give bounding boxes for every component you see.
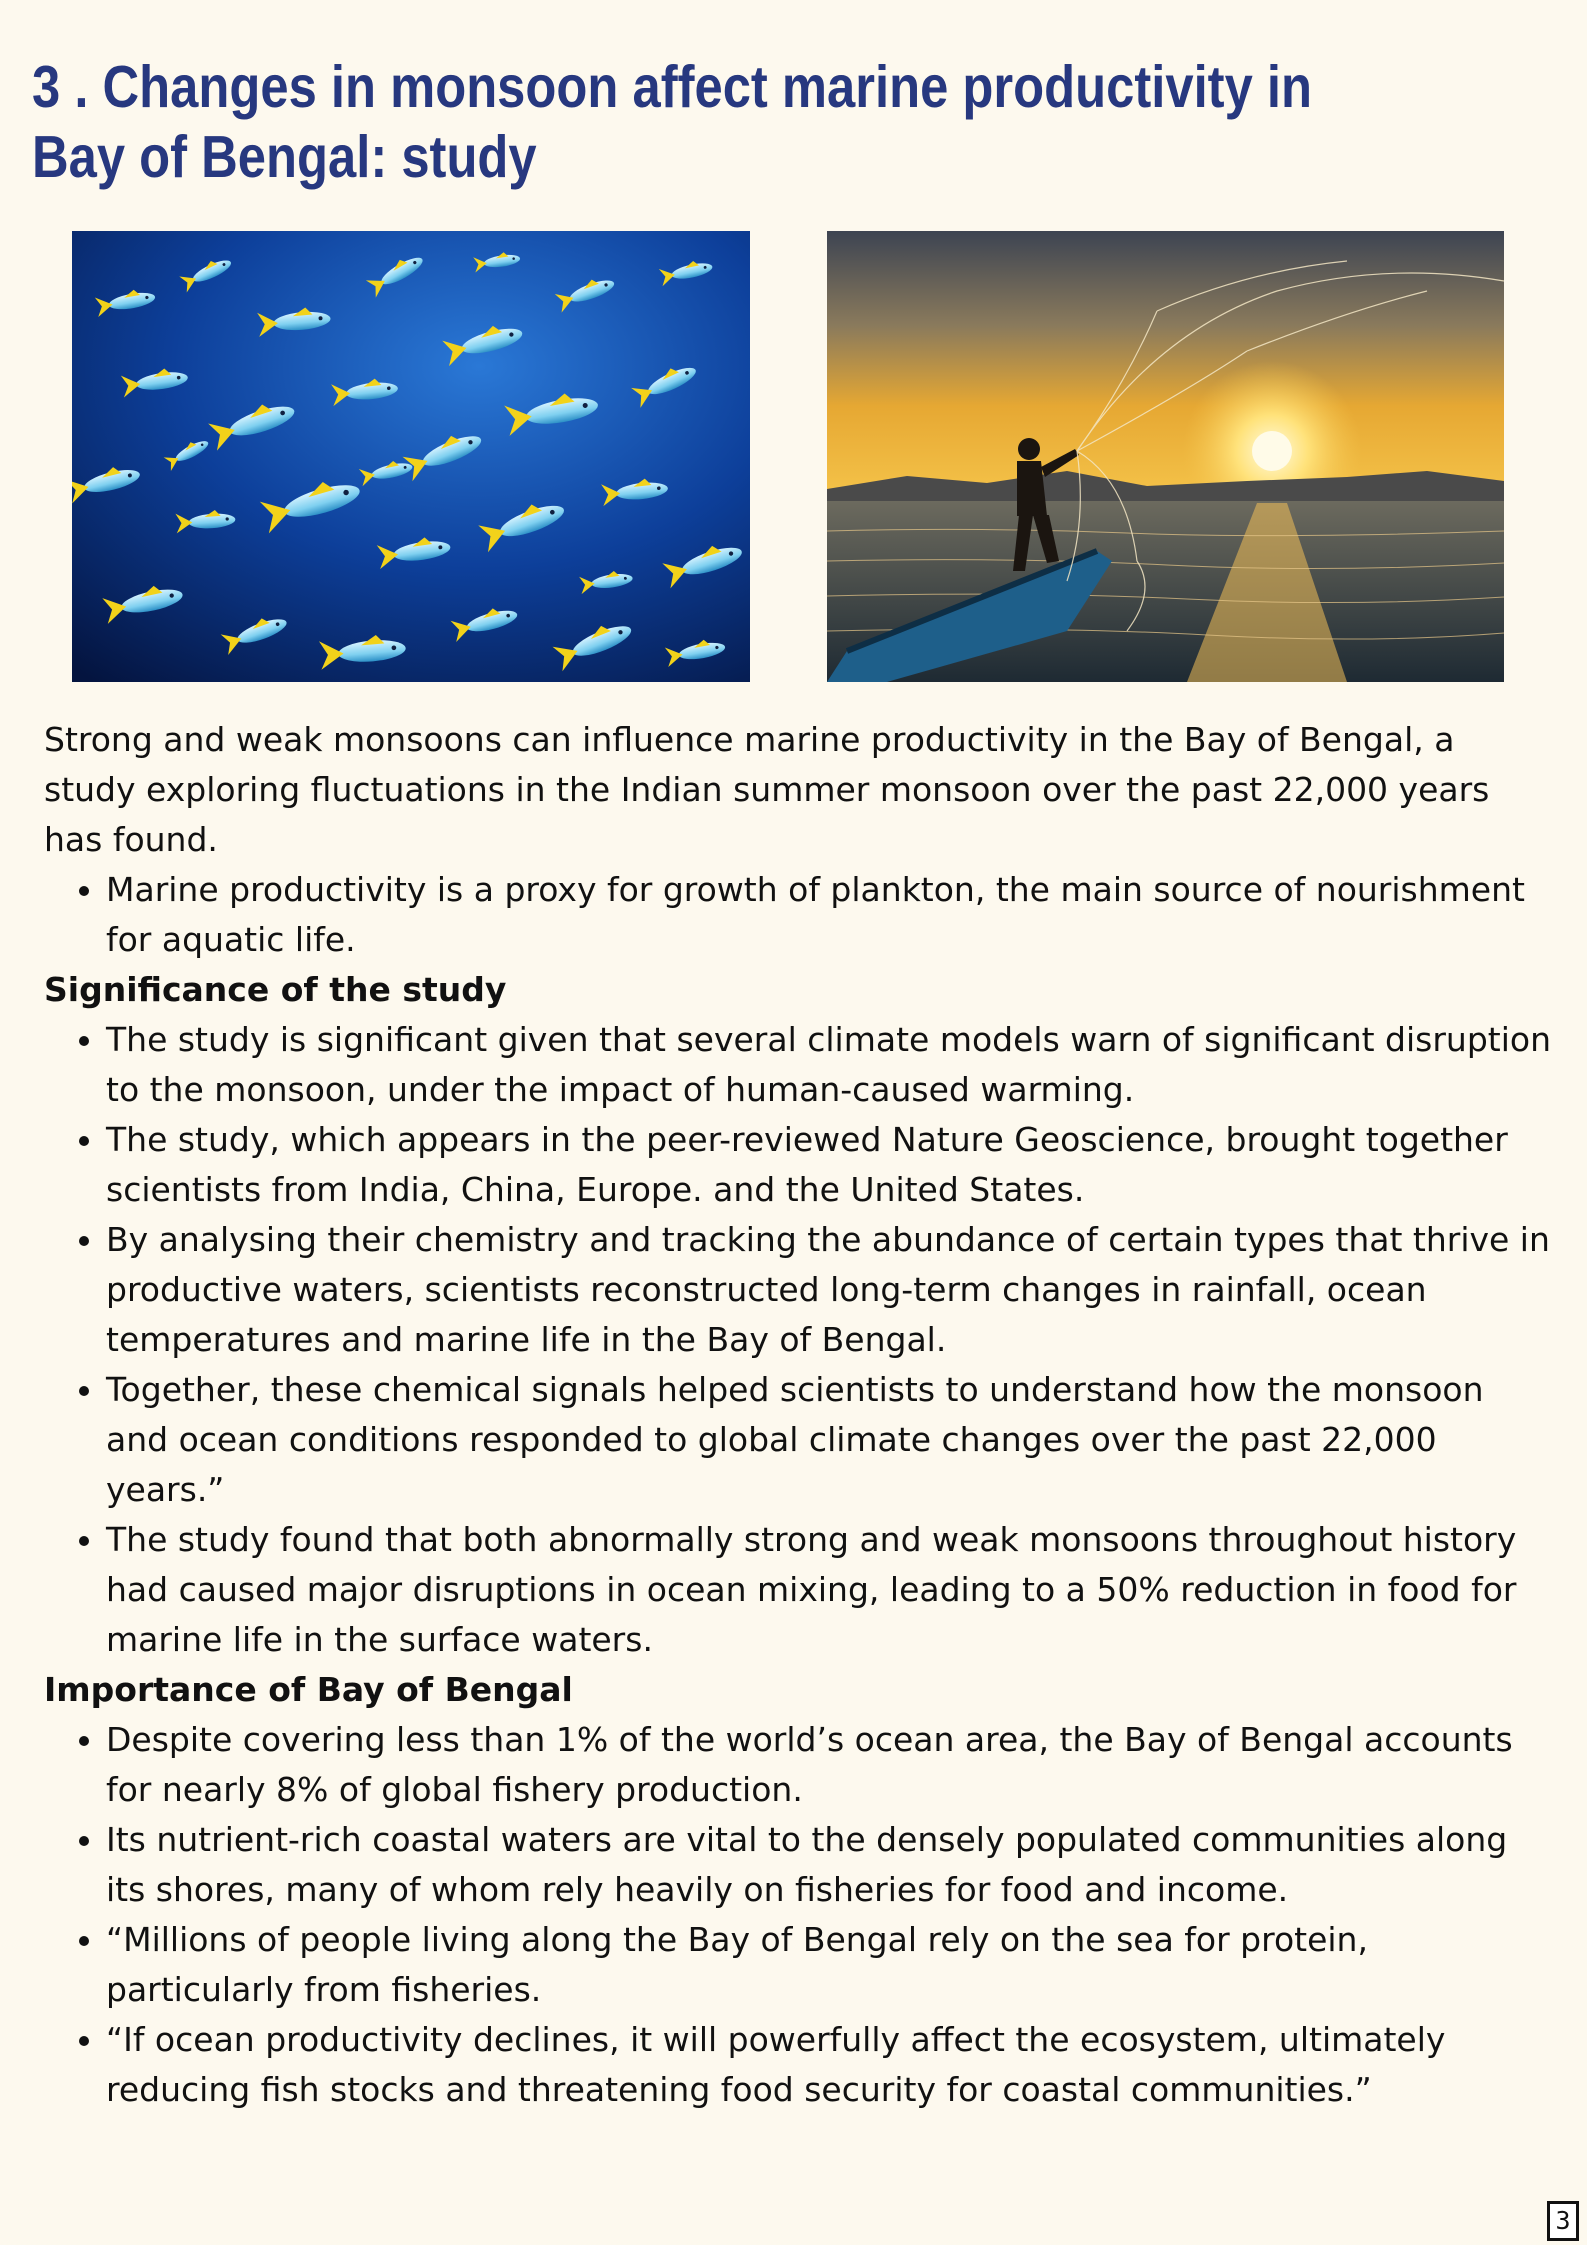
list-item: • “Millions of people living along the Bay of Bengal rely on the sea for protein, particularly from fisheries.	[106, 1915, 1554, 2015]
fish-school-photo	[72, 231, 750, 682]
list-item: • Despite covering less than 1% of the world’s ocean area, the Bay of Bengal accounts for nearly 8% of global fishery production.	[106, 1715, 1554, 1815]
section-heading-significance: Significance of the study	[44, 970, 507, 1009]
article-body	[44, 715, 1554, 2115]
significance-bullet-list	[44, 1015, 1554, 1665]
fish-school-icon	[72, 231, 750, 682]
list-item: • The study, which appears in the peer-reviewed Nature Geoscience, brought together scientists from India, China, Europe. and the United States.	[106, 1115, 1554, 1215]
list-item: • Marine productivity is a proxy for growth of plankton, the main source of nourishment for aquatic life.	[106, 865, 1554, 965]
list-item: • By analysing their chemistry and tracking the abundance of certain types that thrive in productive waters, scientists reconstructed long-term changes in rainfall, ocean temperatures and marine life in the Bay of Bengal.	[106, 1215, 1554, 1365]
section-heading-importance: Importance of Bay of Bengal	[44, 1670, 573, 1709]
list-item: • “If ocean productivity declines, it will powerfully affect the ecosystem, ultimately reducing fish stocks and threatening food security for coastal communities.”	[106, 2015, 1554, 2115]
list-item: • Its nutrient-rich coastal waters are vital to the densely populated communities along its shores, many of whom rely heavily on fisheries for food and income.	[106, 1815, 1554, 1915]
importance-bullet-list	[44, 1715, 1554, 2115]
intro-bullet-list	[44, 865, 1554, 965]
page-number: 3	[1547, 2201, 1579, 2241]
intro-paragraph: Strong and weak monsoons can influence marine productivity in the Bay of Bengal, a study exploring fluctuations in the Indian summer monsoon over the past 22,000 years has found.	[44, 720, 1490, 859]
fisherman-net-photo	[827, 231, 1504, 682]
list-item: • Together, these chemical signals helped scientists to understand how the monsoon and ocean conditions responded to global climate changes over the past 22,000 years.”	[106, 1365, 1554, 1515]
fisherman-sunset-icon	[827, 231, 1504, 682]
list-item: • The study is significant given that several climate models warn of significant disruption to the monsoon, under the impact of human-caused warming.	[106, 1015, 1554, 1115]
list-item: • The study found that both abnormally strong and weak monsoons throughout history had caused major disruptions in ocean mixing, leading to a 50% reduction in food for marine life in the surface waters.	[106, 1515, 1554, 1665]
page-title: 3 . Changes in monsoon affect marine productivity in Bay of Bengal: study	[32, 54, 1312, 190]
